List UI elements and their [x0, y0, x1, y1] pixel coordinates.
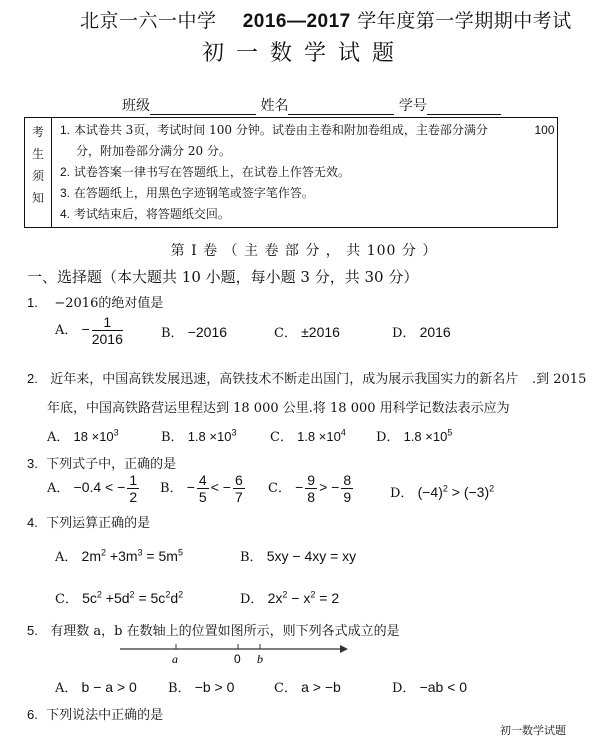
denominator: 5	[198, 489, 207, 505]
option-operator: > (−3)	[447, 484, 490, 500]
numerator: 4	[198, 472, 207, 488]
name-field[interactable]	[288, 100, 394, 115]
question-3	[27, 453, 176, 472]
q3-option-a[interactable]	[47, 472, 141, 505]
notice-heading-char: 考	[31, 125, 44, 139]
q1-option-c[interactable]	[274, 322, 340, 341]
notice-item-continuation: 分，附加卷部分满分 20 分。	[76, 144, 231, 158]
notice-item-text: 考试结束后，将答题纸交回。	[73, 207, 230, 221]
fraction	[197, 472, 209, 505]
notice-item-number: 2.	[60, 165, 71, 179]
question-number: 6.	[27, 707, 38, 722]
question-number: 3.	[27, 456, 38, 471]
q4-option-a[interactable]	[55, 546, 183, 565]
option-text: −2016	[187, 324, 228, 340]
option-label: B．	[160, 481, 183, 496]
fraction	[305, 472, 317, 505]
option-base: 1.8 ×10	[297, 429, 341, 444]
fraction	[127, 472, 139, 505]
q3-option-b[interactable]	[160, 472, 247, 505]
question-1	[27, 292, 163, 311]
exam-title	[80, 6, 572, 33]
option-text: 2016	[419, 324, 451, 340]
q4-option-d[interactable]	[240, 588, 339, 607]
q2-option-a[interactable]	[47, 426, 119, 445]
option-label: A．	[55, 550, 78, 565]
option-label: C．	[268, 481, 291, 496]
option-exponent: 2	[442, 483, 448, 494]
axis-label-a: a	[172, 652, 178, 666]
notice-item-text: 试卷答案一律书写在答题纸上，在试卷上作答无效。	[73, 165, 350, 179]
option-exponent: 3	[231, 427, 237, 438]
school-year: 2016—2017	[242, 11, 351, 32]
student-id-field[interactable]	[427, 100, 501, 115]
section-title: 第 I 卷 （ 主 卷 部 分 ， 共 100 分 ）	[170, 243, 438, 259]
question-stem: 下列说法中正确的是	[46, 708, 164, 723]
question-number: 4.	[27, 515, 38, 530]
exam-term: 学年度第一学期期中考试	[357, 10, 572, 32]
question-number: 2.	[27, 371, 38, 386]
q5-option-a[interactable]	[55, 677, 137, 696]
denominator: 2016	[91, 331, 123, 347]
axis-label-zero: 0	[234, 652, 241, 666]
fraction	[341, 472, 353, 505]
q1-option-d[interactable]	[392, 322, 451, 341]
part-title: 一、选择题（本大题共 10 小题，每小题 3 分，共 30 分）	[27, 268, 419, 286]
class-label: 班级	[122, 98, 150, 114]
option-label: D．	[376, 430, 400, 445]
q4-option-b[interactable]	[240, 546, 356, 565]
notice-item-number: 1.	[60, 123, 71, 137]
q2-option-c[interactable]	[270, 426, 346, 445]
option-sign: −	[295, 479, 304, 495]
option-operator: > −	[319, 479, 340, 495]
option-text: (−4)	[417, 484, 443, 500]
number-line-figure	[118, 640, 350, 666]
question-stem: −2016的绝对值是	[54, 296, 164, 311]
option-label: B．	[240, 550, 263, 565]
option-text: a > −b	[301, 679, 341, 695]
option-label: D．	[392, 681, 416, 696]
notice-item	[60, 204, 551, 225]
page-footer: 初一数学试题	[500, 724, 566, 737]
q4-option-c[interactable]	[55, 588, 183, 607]
denominator: 9	[343, 489, 352, 505]
numerator: 1	[92, 314, 123, 331]
notice-heading-char: 须	[31, 169, 44, 183]
notice-item	[60, 183, 551, 204]
notice-item-text: 本试卷共 3页，考试时间 100 分钟。试卷由主卷和附加卷组成，主卷部分满分	[73, 123, 488, 137]
option-label: C．	[274, 326, 297, 341]
option-label: D．	[240, 592, 264, 607]
student-info-line	[122, 95, 501, 115]
option-base: 18 ×10	[73, 429, 114, 444]
notice-item-text: 在答题纸上，用黑色字迹钢笔或签字笔作答。	[73, 186, 314, 200]
question-number: 1.	[27, 295, 38, 310]
question-stem: 下列运算正确的是	[46, 516, 151, 531]
option-label: A．	[47, 430, 70, 445]
notice-item	[60, 162, 551, 183]
number-line-arrow	[340, 645, 348, 653]
option-label: C．	[274, 681, 297, 696]
notice-body	[52, 118, 558, 228]
option-label: A．	[47, 481, 70, 496]
fraction	[92, 314, 123, 347]
option-exponent: 5	[447, 427, 453, 438]
numerator: 8	[343, 472, 352, 488]
q5-option-d[interactable]	[392, 677, 467, 696]
option-text: b − a > 0	[81, 679, 137, 695]
question-stem-tail: .到 2015	[532, 372, 587, 387]
q5-option-c[interactable]	[274, 677, 341, 696]
notice-heading-char: 知	[31, 191, 44, 205]
option-label: B．	[161, 326, 184, 341]
name-label: 姓名	[260, 98, 289, 114]
question-5	[27, 620, 400, 639]
option-expression: $5c^2 +5d^2 = 5c^2d^2$	[82, 589, 184, 606]
q3-option-c[interactable]	[268, 472, 355, 505]
question-stem: 有理数 a，b 在数轴上的位置如图所示，则下列各式成立的是	[50, 624, 400, 639]
notice-item-number: 3.	[60, 186, 71, 200]
numerator: 1	[129, 472, 138, 488]
option-label: D．	[390, 486, 414, 501]
question-stem: 近年来，中国高铁发展迅速，高铁技术不断走出国门，成为展示我国实力的新名片	[50, 372, 519, 387]
school-name: 北京一六一中学	[80, 10, 217, 32]
exam-notice-box	[24, 117, 558, 228]
question-4	[27, 512, 150, 531]
q2-option-d[interactable]	[376, 426, 452, 445]
option-exponent: 3	[113, 427, 119, 438]
question-2	[27, 368, 518, 387]
numerator: 9	[307, 472, 316, 488]
notice-heading-char: 生	[31, 147, 44, 161]
q1-option-b[interactable]	[161, 322, 227, 341]
question-6	[27, 704, 163, 723]
denominator: 8	[307, 489, 316, 505]
exam-subtitle: 初一数学试题	[201, 41, 406, 66]
option-sign: −	[81, 321, 90, 337]
option-label: C．	[270, 430, 293, 445]
option-base: 1.8 ×10	[403, 429, 448, 444]
option-base: 1.8 ×10	[187, 429, 232, 444]
question-stem-continued: 年底，中国高铁路营运里程达到 18 000 公里.将 18 000 用科学记数法表示应为	[47, 401, 510, 416]
q5-option-b[interactable]	[168, 677, 234, 696]
notice-item	[60, 120, 555, 141]
option-label: A．	[55, 681, 78, 696]
q3-option-d[interactable]	[390, 482, 494, 501]
notice-heading	[25, 118, 52, 228]
option-text: −ab < 0	[419, 679, 468, 695]
option-sign: −	[186, 479, 195, 495]
option-exponent: 2	[489, 483, 495, 494]
notice-item-score: 100	[534, 123, 555, 137]
option-text: −b > 0	[194, 679, 235, 695]
class-field[interactable]	[150, 100, 256, 115]
denominator: 2	[129, 489, 138, 505]
notice-item-number: 4.	[60, 207, 71, 221]
question-number: 5.	[27, 623, 38, 638]
option-label: B．	[168, 681, 191, 696]
q2-option-b[interactable]	[161, 426, 236, 445]
fraction	[233, 472, 245, 505]
option-expression: $2m^2 +3m^3 = 5m^5$	[81, 547, 183, 564]
option-label: B．	[161, 430, 184, 445]
option-label: A．	[55, 323, 78, 338]
option-expression: 5xy − 4xy = xy	[266, 548, 357, 564]
option-exponent: 4	[340, 427, 346, 438]
option-operator: < −	[210, 479, 231, 495]
option-text: ±2016	[301, 324, 340, 340]
denominator: 7	[234, 489, 243, 505]
axis-label-b: b	[257, 652, 263, 666]
student-id-label: 学号	[398, 98, 427, 114]
option-label: D．	[392, 326, 416, 341]
question-stem: 下列式子中，正确的是	[46, 457, 177, 472]
numerator: 6	[234, 472, 243, 488]
option-text: −0.4 < −	[73, 479, 126, 495]
option-expression: $2x^2 - x^2 = 2$	[267, 589, 340, 606]
option-label: C．	[55, 592, 78, 607]
q1-option-a[interactable]	[55, 314, 125, 347]
